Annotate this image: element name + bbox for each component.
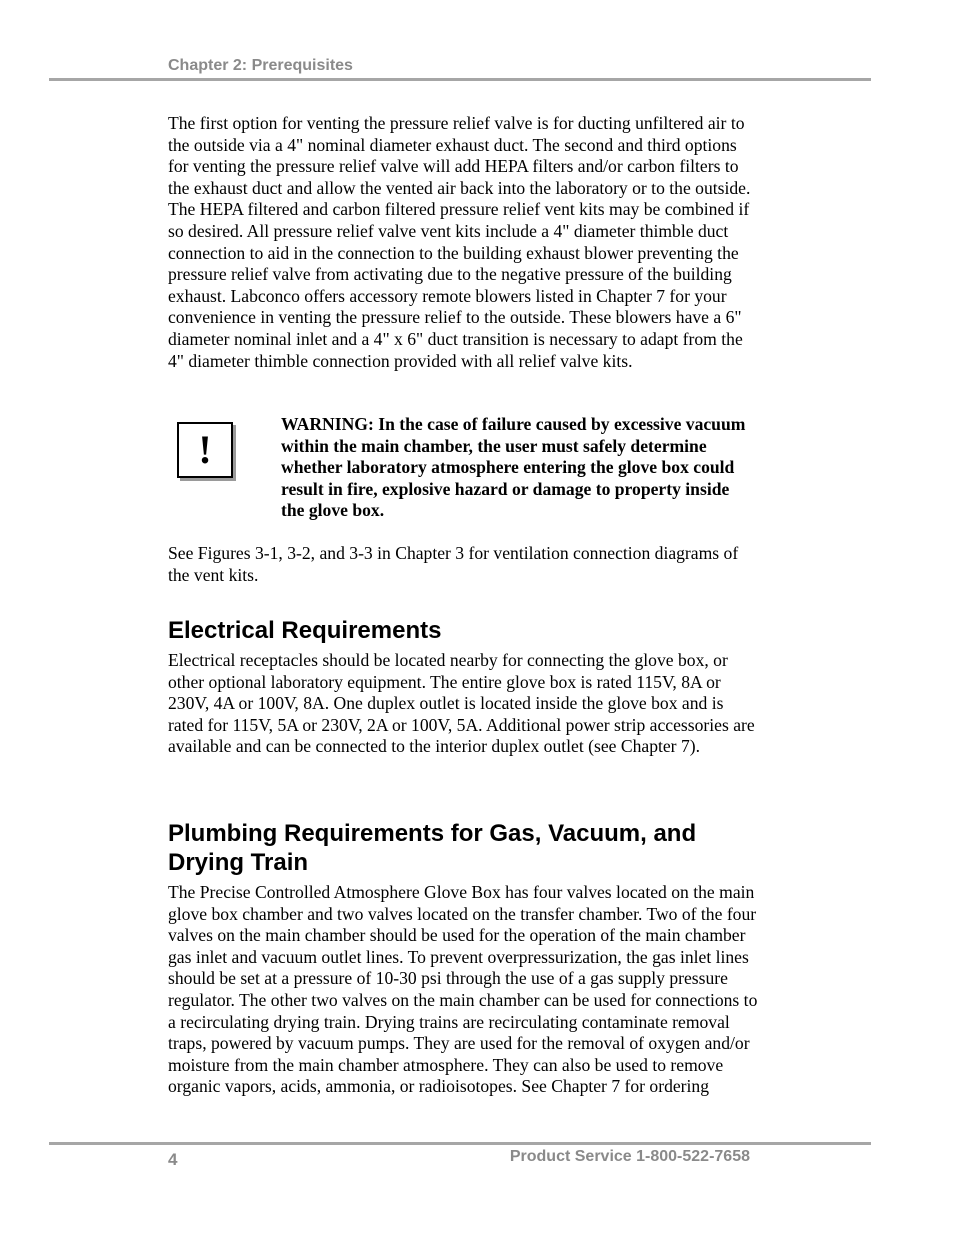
- warning-icon: [177, 422, 233, 478]
- plumbing-heading: Plumbing Requirements for Gas, Vacuum, and Drying Train: [168, 820, 697, 876]
- header-rule: [49, 78, 871, 81]
- product-service-phone: Product Service 1-800-522-7658: [509, 1148, 750, 1165]
- warning-text: WARNING: In the case of failure caused by excessive vacuum within the main chamber, the user must safely determine whether laboratory atmosphere entering the glove box could result in fire, explosive hazard or damage to property inside the glove box.: [281, 414, 746, 521]
- chapter-title: Chapter 2: Prerequisites: [168, 57, 353, 74]
- page-number: 4: [168, 1150, 178, 1169]
- plumbing-paragraph: The Precise Controlled Atmosphere Glove Box has four valves located on the main glove box chamber and two valves located on the transfer chamber. Two of the four valves on the main chamber should be used for the operation of the main chamber gas inlet and vacuum outlet lines. To prevent overpressurization, the gas inlet lines should be set at a pressure of 10-30 psi through the use of a gas supply pressure regulator. The other two valves on the main chamber can be used for connections to a recirculating drying train. Drying trains are recirculating contaminate removal traps, powered by vacuum pumps. They are used for the removal of oxygen and/or moisture from the main chamber atmosphere. They can also be used to remove organic vapors, acids, ammonia, or radioisotopes. See Chapter 7 for ordering: [168, 882, 758, 1097]
- footer-rule: [49, 1142, 871, 1145]
- figures-paragraph: See Figures 3-1, 3-2, and 3-3 in Chapter 3 for ventilation connection diagrams of the vent kits.: [168, 543, 739, 585]
- electrical-heading: Electrical Requirements: [168, 617, 442, 644]
- venting-paragraph: The first option for venting the pressure relief valve is for ducting unfiltered air to the outside via a 4" nominal diameter exhaust duct. The second and third options for venting the pressure relief valve will add HEPA filters and/or carbon filters to the exhaust duct and allow the vented air back into the laboratory or to the outside. The HEPA filtered and carbon filtered pressure relief vent kits may be combined if so desired. All pressure relief valve vent kits include a 4" diameter thimble duct connection to aid in the connection to the building exhaust blower preventing the pressure relief valve from activating due to the negative pressure of the building exhaust. Labconco offers accessory remote blowers listed in Chapter 7 for your convenience in venting the pressure relief to the outside. These blowers have a 6" diameter nominal inlet and a 4" x 6" duct transition is necessary to adapt from the 4" diameter thimble connection provided with all relief valve kits.: [168, 113, 751, 371]
- electrical-paragraph: Electrical receptacles should be located nearby for connecting the glove box, or other optional laboratory equipment. The entire glove box is rated 115V, 8A or 230V, 4A or 100V, 8A. One duplex outlet is located inside the glove box and is rated for 115V, 5A or 230V, 2A or 100V, 5A. Additional power strip accessories are available and can be connected to the interior duplex outlet (see Chapter 7).: [168, 650, 755, 757]
- exclamation-glyph: !: [198, 427, 212, 472]
